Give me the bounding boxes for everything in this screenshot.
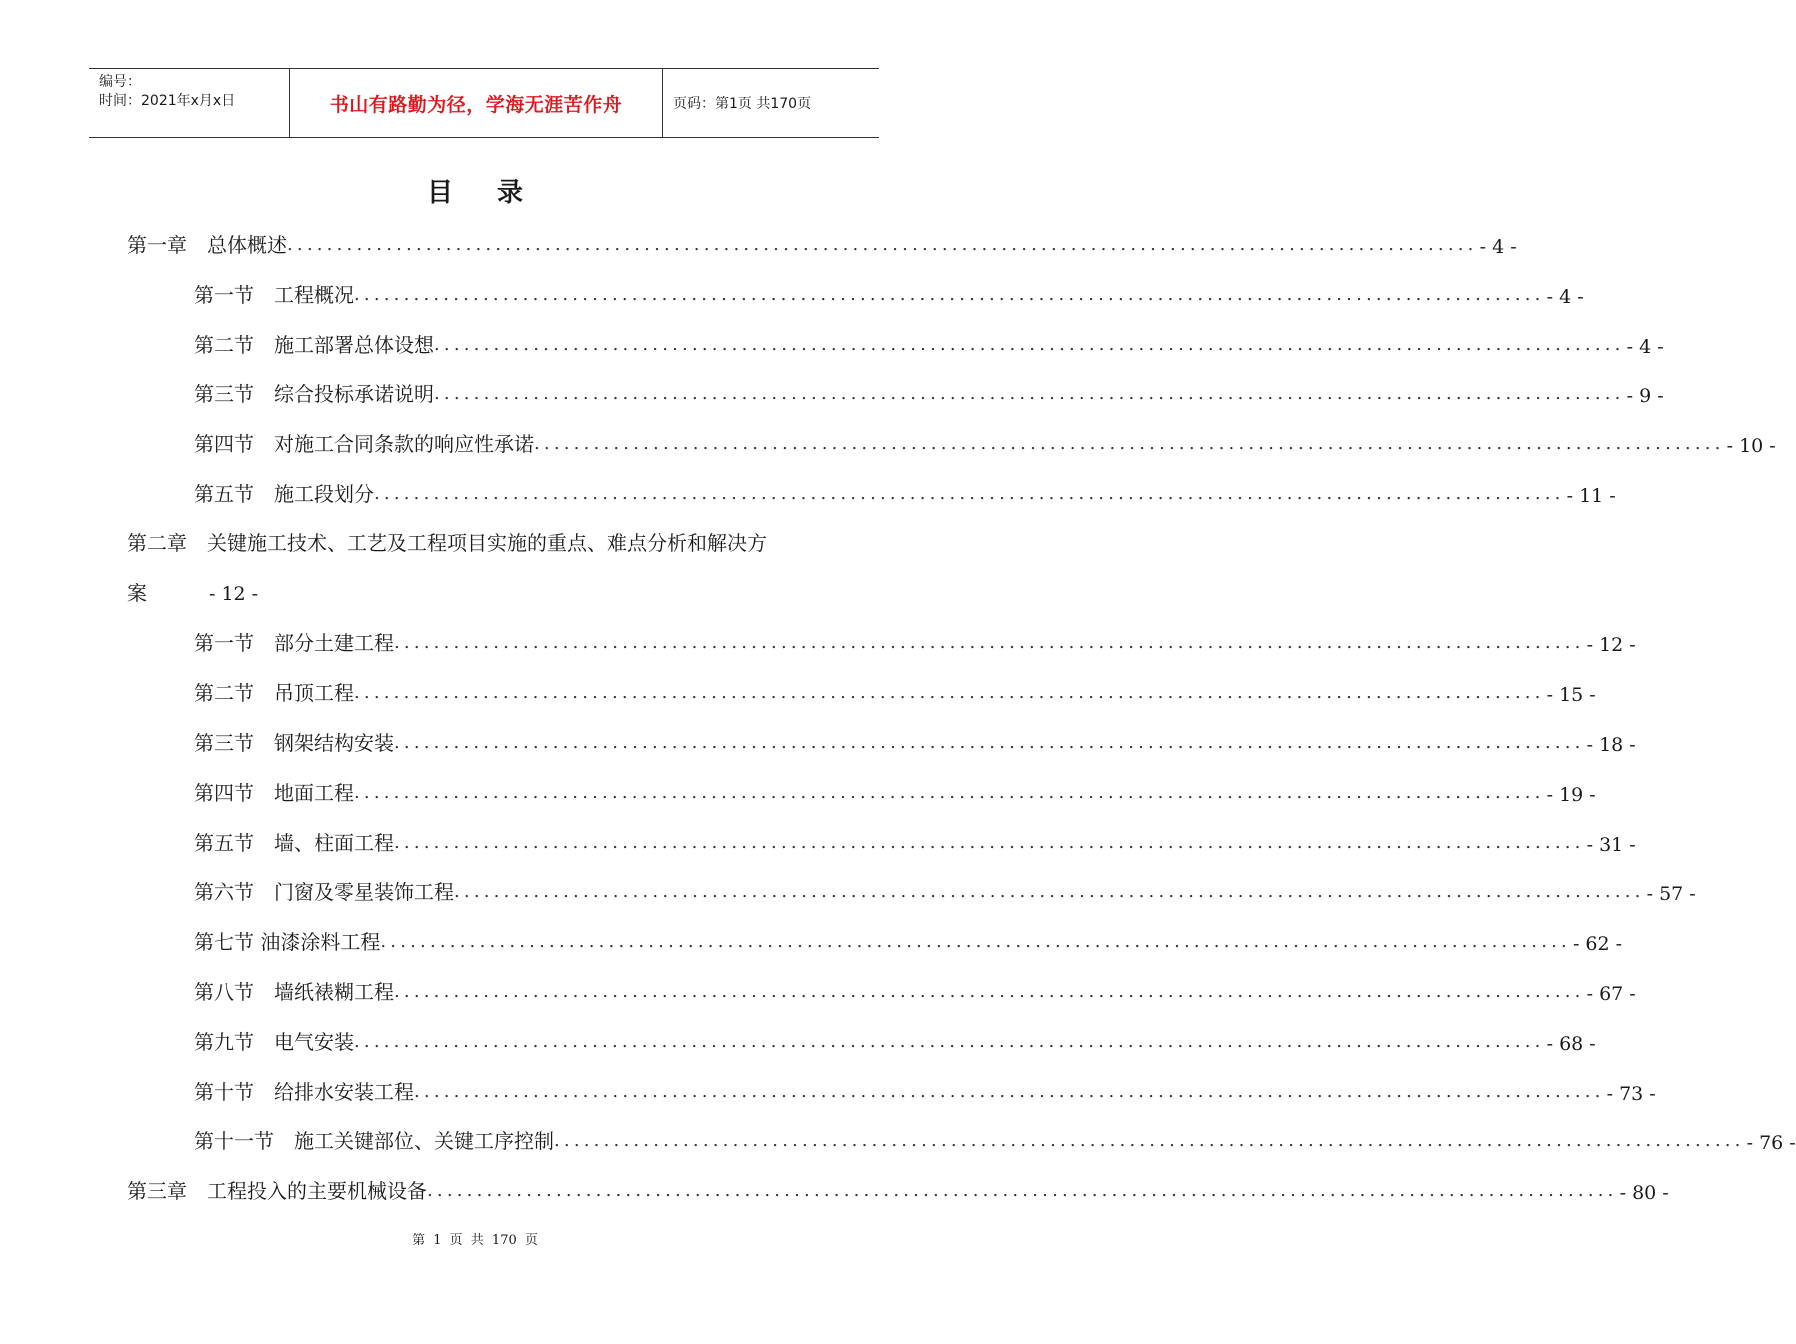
toc-leader-dots: ........................................................................................................................ [554,1130,1745,1152]
toc-entry[interactable] [194,377,1664,408]
toc-entry-label: 第二节 吊顶工程 [194,681,354,706]
toc-entry-label: 第一节 工程概况 [194,282,354,307]
toc-entry[interactable] [194,875,1696,906]
toc-entry[interactable] [194,726,1636,756]
header-page-info: 页码：第1页 共170页 [673,96,812,112]
toc-leader-dots: ........................................................................................................................ [434,333,1625,355]
toc-entry-page: - 80 - [1619,1182,1669,1205]
toc-entry-label: 案 [127,580,147,605]
toc-entry-label: 第十节 给排水安装工程 [194,1079,414,1104]
toc-entry-label: 第三章 工程投入的主要机械设备 [127,1179,427,1204]
toc-leader-dots: ........................................................................................................................ [427,1180,1618,1202]
toc-entry-page: - 76 - [1746,1132,1796,1155]
page-header [89,68,879,138]
toc-entry-label: 第九节 电气安装 [194,1029,354,1054]
toc-entry-page: - 4 - [1479,236,1517,258]
toc-entry[interactable] [194,1124,1796,1155]
toc-leader-dots: ........................................................................................................................ [534,433,1725,455]
toc-leader-dots: ........................................................................................................................ [414,1080,1605,1102]
toc-entry[interactable] [194,278,1584,308]
page-footer: 第 1 页 共 170 页 [412,1233,538,1248]
toc-entry-label: 第五节 施工段划分 [194,482,374,506]
toc-entry-page: - 12 - [1586,634,1636,657]
toc-entry-label: 第一章 总体概述 [127,233,287,257]
toc-entry-label: 第二节 施工部署总体设想 [194,332,434,357]
toc-entry-page: - 67 - [1586,983,1636,1005]
toc-entry-label: 第八节 墙纸裱糊工程 [194,980,394,1004]
toc-entry[interactable] [194,477,1616,507]
toc-entry-page: - 15 - [1546,684,1596,707]
toc-entry-label: 第五节 墙、柱面工程 [194,830,394,855]
toc-entry-page: - 68 - [1546,1032,1596,1055]
toc-leader-dots: ........................................................................................................................ [394,831,1585,853]
toc-leader-dots: ........................................................................................................................ [374,483,1565,504]
toc-entry[interactable] [194,1025,1596,1055]
toc-entry-page: - 62 - [1572,933,1623,956]
toc-entry-label: 第六节 门窗及零星装饰工程 [194,880,454,905]
toc-entry-page: - 12 - [209,582,259,605]
document-time-label: 时间：2021年x月x日 [99,93,236,109]
toc-entry-label: 第四节 对施工合同条款的响应性承诺 [194,432,534,457]
toc-leader-dots: ........................................................................................................................ [354,781,1545,803]
toc-leader-dots: ........................................................................................................................ [354,682,1545,704]
toc-entry-page: - 11 - [1566,485,1616,507]
toc-title: 目录 [426,178,567,208]
toc-entry-page: - 9 - [1626,385,1664,408]
document-number-label: 编号： [99,74,141,90]
toc-entry[interactable] [194,975,1636,1005]
toc-entry[interactable] [194,925,1623,956]
toc-leader-dots: ........................................................................................................................ [287,234,1478,255]
toc-entry-continuation[interactable] [127,577,258,607]
toc-leader-dots: ........................................................................................................................ [394,981,1585,1002]
toc-entry-page: - 4 - [1546,285,1584,308]
toc-entry[interactable] [194,626,1636,657]
toc-leader-dots: ........................................................................................................................ [354,283,1545,305]
toc-entry-page: - 57 - [1646,883,1696,906]
toc-entry[interactable] [127,1174,1669,1205]
toc-entry-label: 第四节 地面工程 [194,780,354,805]
toc-entry-page: - 4 - [1626,335,1664,358]
toc-entry-label: 第七节 油漆涂料工程 [194,930,381,955]
toc-leader-dots: ........................................................................................................................ [454,881,1645,903]
toc-leader-dots: ........................................................................................................................ [434,383,1625,405]
toc-entry-page: - 31 - [1586,833,1636,856]
toc-entry-label: 第三节 综合投标承诺说明 [194,382,434,407]
toc-entry-label[interactable]: 第二章 关键施工技术、工艺及工程项目实施的重点、难点分析和解决方 [127,530,767,555]
toc-entry-page: - 19 - [1546,783,1596,806]
toc-entry-page: - 18 - [1586,734,1636,756]
toc-entry-page: - 10 - [1726,435,1776,458]
toc-leader-dots: ........................................................................................................................ [394,732,1585,753]
toc-entry-label: 第十一节 施工关键部位、关键工序控制 [194,1129,554,1154]
toc-entry[interactable] [194,776,1596,806]
header-motto: 书山有路勤为径，学海无涯苦作舟 [290,69,663,137]
toc-entry-label: 第三节 钢架结构安装 [194,731,394,755]
toc-leader-dots: ........................................................................................................................ [380,931,1571,953]
toc-entry-label: 第一节 部分土建工程 [194,631,394,656]
header-meta [89,69,290,137]
toc-leader-dots: ........................................................................................................................ [394,632,1585,654]
toc-entry[interactable] [127,228,1517,258]
toc-entry[interactable] [194,1075,1656,1105]
toc-entry[interactable] [194,676,1596,707]
toc-leader-dots: ........................................................................................................................ [354,1030,1545,1052]
toc-entry[interactable] [194,427,1776,458]
toc-entry[interactable] [194,826,1636,856]
toc-entry-page: - 73 - [1606,1082,1656,1105]
toc-entry[interactable] [194,328,1664,358]
